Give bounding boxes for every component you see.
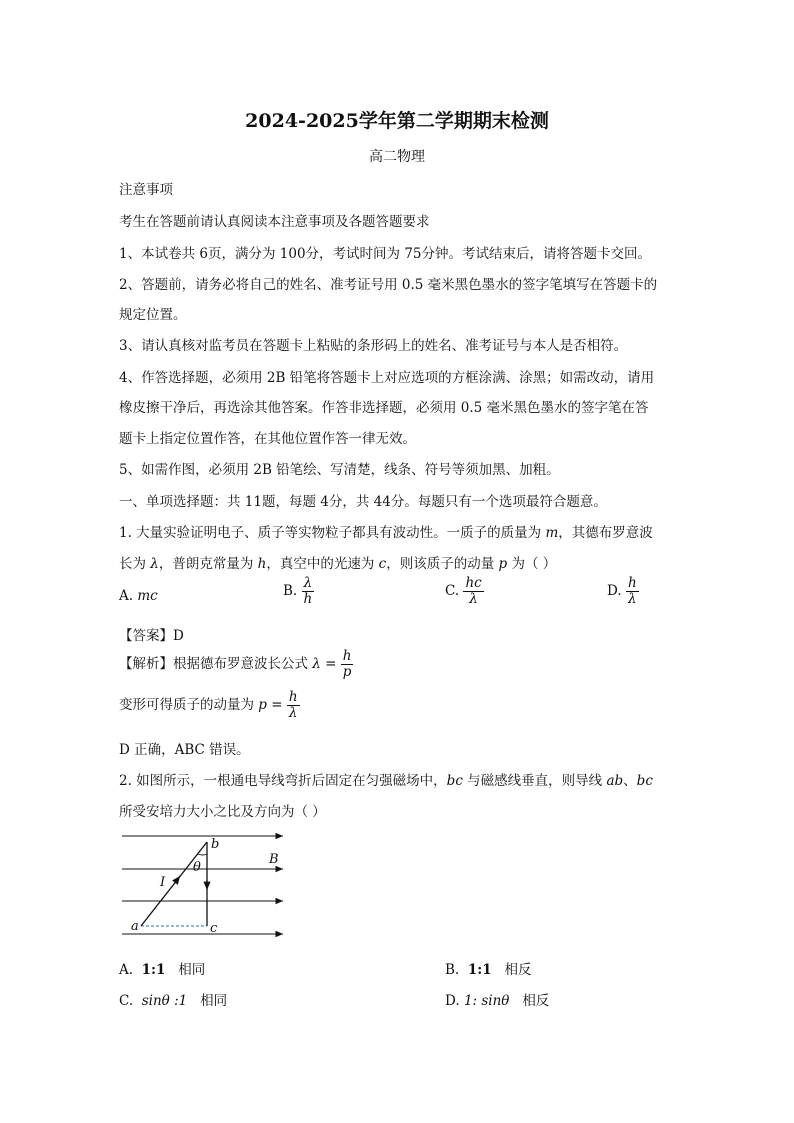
- label-theta: θ: [193, 860, 201, 875]
- page-title: 2024-2025学年第二学期期末检测: [245, 110, 549, 132]
- q1-option-b: B. $\frac{\lambda}{h}$: [283, 575, 313, 607]
- q1-option-b-fraction: $\frac{\lambda}{h}$: [303, 575, 313, 607]
- label-field-B: B: [269, 852, 279, 867]
- q2-option-c: C. sinθ :1 相同: [119, 993, 228, 1009]
- q1-option-d: D. $\frac{h}{\lambda}$: [607, 575, 637, 607]
- subject-title: 高二物理: [369, 149, 425, 165]
- q1-analysis: 【解析】根据德布罗意波长公式 λ = $\frac{h}{p}$: [119, 648, 352, 680]
- label-c: c: [210, 921, 218, 936]
- label-current-I: I: [160, 875, 166, 890]
- q2-option-d: D. 1: sinθ 相反: [445, 993, 550, 1009]
- notice-item-1: 1、本试卷共 6页，满分为 100分，考试时间为 75分钟。考试结束后，请将答题卡交回。: [119, 246, 651, 262]
- notice-item-5: 5、如需作图，必须用 2B 铅笔绘、写清楚，线条、符号等须加黑、加粗。: [119, 462, 560, 478]
- notice-item-4-line-3: 题卡上指定位置作答，在其他位置作答一律无效。: [119, 431, 416, 447]
- notice-item-4-line-1: 4、作答选择题，必须用 2B 铅笔将答题卡上对应选项的方框涂满、涂黑；如需改动，请用: [119, 370, 655, 386]
- q1-conclusion: D 正确，ABC 错误。: [119, 742, 250, 758]
- q2-magnetic-field-figure: [115, 828, 295, 943]
- current-arrow-ab: [174, 876, 180, 884]
- q1-option-a: A. mc: [119, 588, 158, 604]
- notice-item-3: 3、请认真核对监考员在答题卡上粘贴的条形码上的姓名、准考证号与本人是否相符。: [119, 338, 628, 354]
- q2-stem-line-2: 所受安培力大小之比及方向为（ ）: [119, 804, 326, 820]
- notice-intro: 考生在答题前请认真阅读本注意事项及各题答题要求: [119, 214, 430, 230]
- q2-option-b: B. 1:1 相反: [445, 962, 532, 978]
- notice-item-2-line-2: 规定位置。: [119, 307, 187, 323]
- notice-item-4-line-2: 橡皮擦干净后，再选涂其他答案。作答非选择题，必须用 0.5 毫米黑色墨水的签字笔在答: [119, 400, 649, 416]
- label-a: a: [131, 919, 139, 934]
- q2-option-a: A. 1:1 相同: [119, 962, 206, 978]
- q2-stem-line-1: 2. 如图所示，一根通电导线弯折后固定在匀强磁场中，bc 与磁感线垂直，则导线 ab、bc: [119, 773, 653, 789]
- q1-stem-line-2: 长为 λ，普朗克常量为 h，真空中的光速为 c，则该质子的动量 p 为（ ）: [119, 556, 557, 572]
- angle-arc: [198, 854, 207, 855]
- q1-formula-1-fraction: $\frac{h}{p}$: [342, 648, 352, 680]
- q1-option-c-fraction: $\frac{hc}{\lambda}$: [465, 575, 482, 607]
- section-heading: 一、单项选择题：共 11题，每题 4分，共 44分。每题只有一个选项最符合题意。: [119, 494, 607, 510]
- q1-formula-2-fraction: $\frac{h}{\lambda}$: [288, 689, 298, 721]
- q1-deformation: 变形可得质子的动量为 p = $\frac{h}{\lambda}$: [119, 689, 298, 721]
- q1-stem-line-1: 1. 大量实验证明电子、质子等实物粒子都具有波动性。一质子的质量为 m，其德布罗意波: [119, 525, 653, 541]
- notice-heading: 注意事项: [119, 182, 173, 198]
- label-b: b: [211, 837, 220, 852]
- q1-option-d-fraction: $\frac{h}{\lambda}$: [627, 575, 637, 607]
- q1-answer: 【答案】D: [119, 628, 184, 644]
- q1-option-c: C. $\frac{hc}{\lambda}$: [445, 575, 482, 607]
- notice-item-2-line-1: 2、答题前，请务必将自己的姓名、准考证号用 0.5 毫米黑色墨水的签字笔填写在答题卡的: [119, 277, 658, 293]
